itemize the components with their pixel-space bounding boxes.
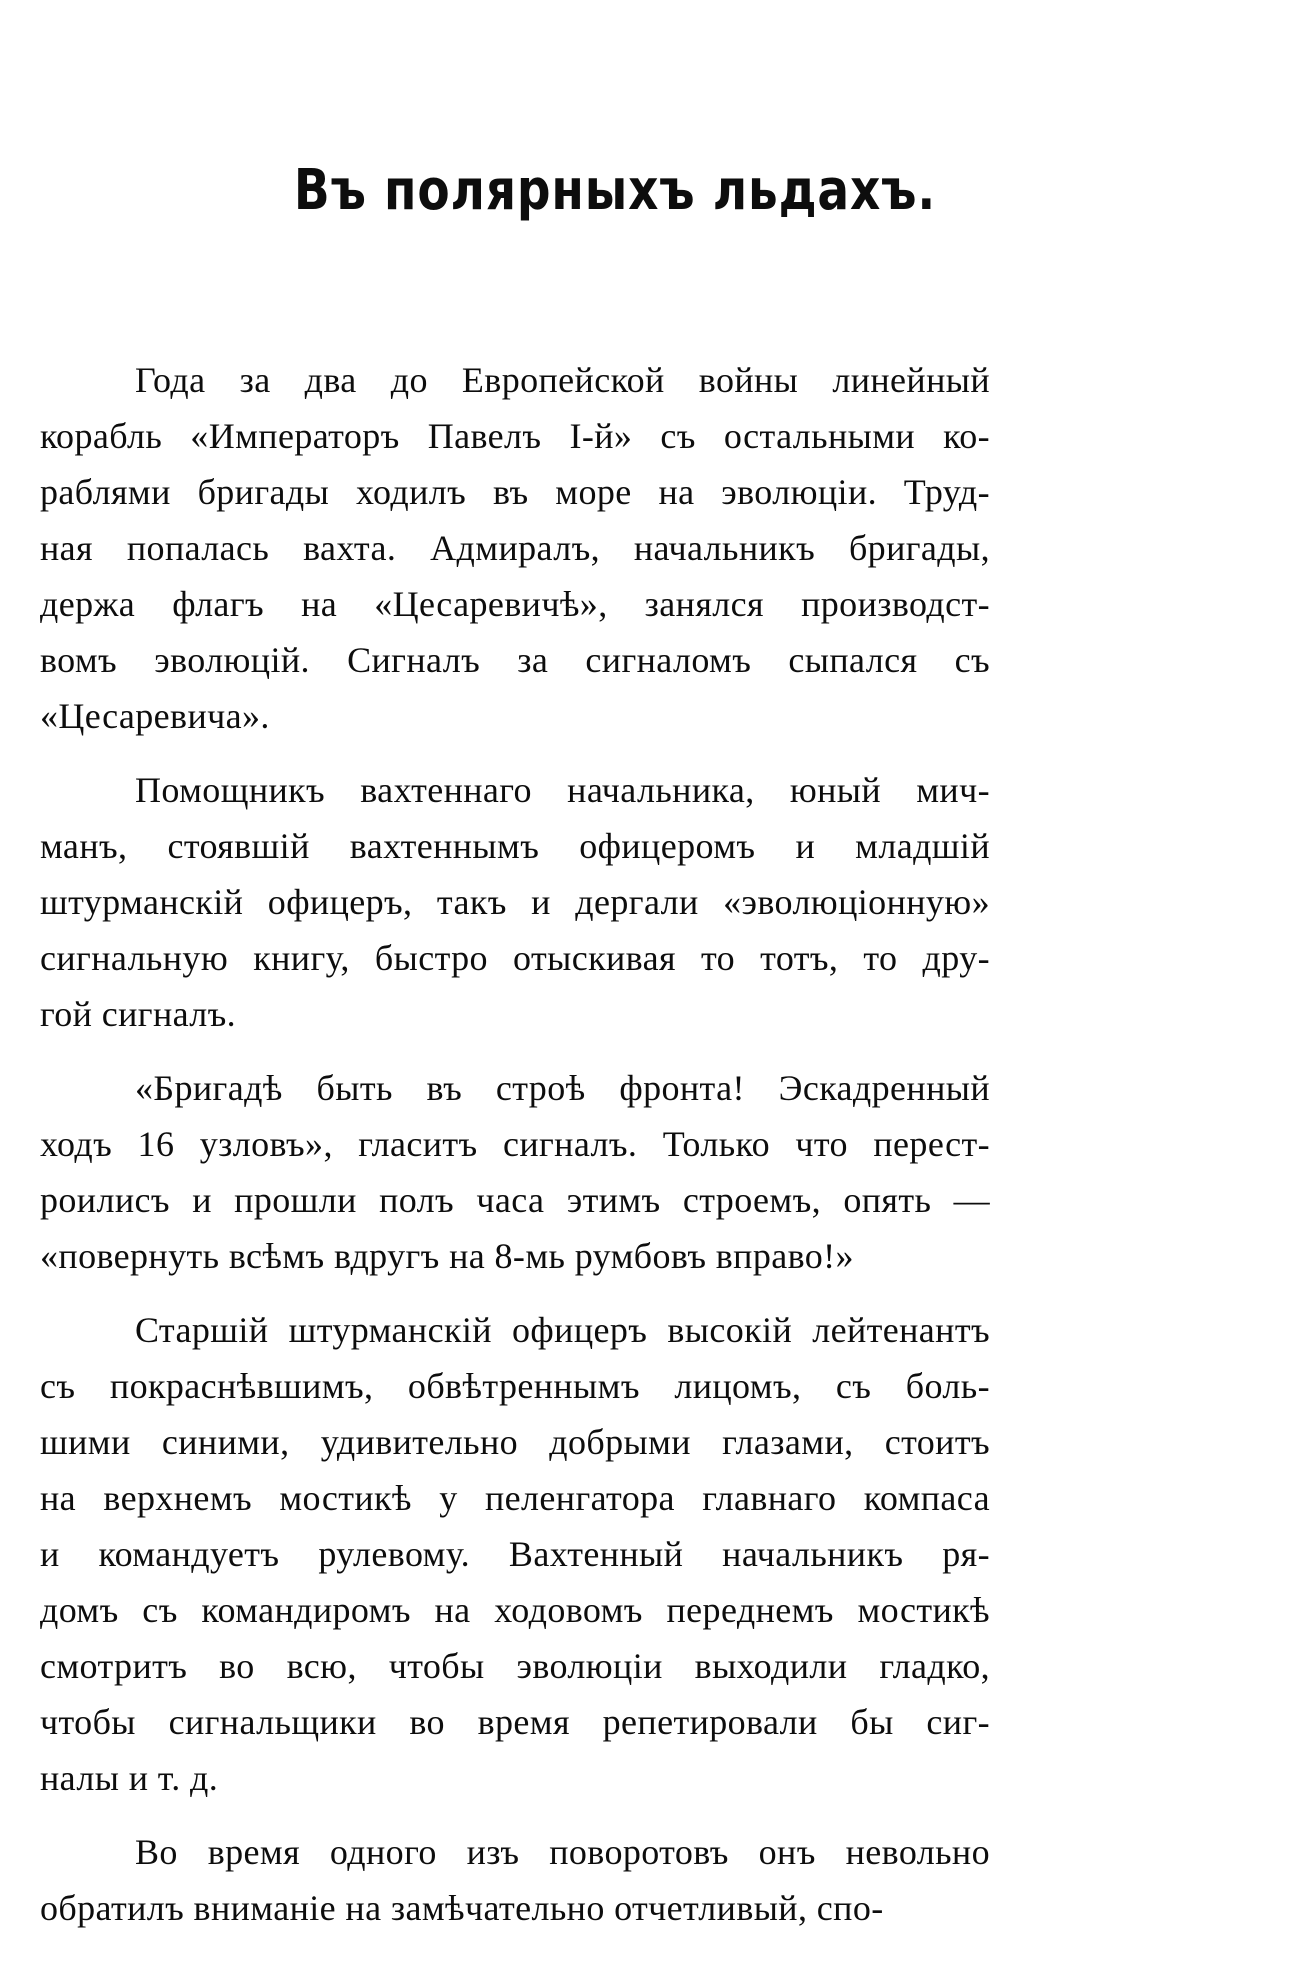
text-line: на верхнемъ мостикѣ у пеленгатора главнаго компаса bbox=[40, 1478, 990, 1518]
text-line: держа флагъ на «Цесаревичѣ», занялся производст- bbox=[40, 584, 990, 624]
text-line: Помощникъ вахтеннаго начальника, юный мич- bbox=[135, 770, 990, 810]
text-line: роилисъ и прошли полъ часа этимъ строемъ, опять — bbox=[40, 1180, 990, 1220]
text-line: гой сигналъ. bbox=[40, 994, 237, 1034]
text-line: Во время одного изъ поворотовъ онъ невольно bbox=[135, 1832, 990, 1872]
text-line: ходъ 16 узловъ», гласитъ сигналъ. Только что перест- bbox=[40, 1124, 990, 1164]
text-line: «Цесаревича». bbox=[40, 696, 270, 736]
paragraph bbox=[40, 1302, 990, 1806]
page-title: Въ полярныхъ льдахъ. bbox=[293, 158, 937, 223]
text-line: обратилъ вниманіе на замѣчательно отчетливый, спо- bbox=[40, 1888, 884, 1928]
text-line: и командуетъ рулевому. Вахтенный начальникъ ря- bbox=[40, 1534, 990, 1574]
paragraph bbox=[40, 352, 990, 744]
text-line: чтобы сигнальщики во время репетировали бы сиг- bbox=[40, 1702, 990, 1742]
text-line: ная попалась вахта. Адмиралъ, начальникъ бригады, bbox=[40, 528, 990, 568]
text-line: штурманскій офицеръ, такъ и дергали «эволюціонную» bbox=[40, 882, 990, 922]
text-line: Старшій штурманскій офицеръ высокій лейтенантъ bbox=[135, 1310, 990, 1350]
text-line: смотритъ во всю, чтобы эволюціи выходили гладко, bbox=[40, 1646, 990, 1686]
text-line: шими синими, удивительно добрыми глазами, стоитъ bbox=[40, 1422, 990, 1462]
text-line: раблями бригады ходилъ въ море на эволюціи. Труд- bbox=[40, 472, 990, 512]
text-line: вомъ эволюцій. Сигналъ за сигналомъ сыпался съ bbox=[40, 640, 990, 680]
paragraph bbox=[40, 762, 990, 1042]
text-line: сигнальную книгу, быстро отыскивая то тотъ, то дру- bbox=[40, 938, 990, 978]
page-body bbox=[40, 352, 990, 1954]
text-line: налы и т. д. bbox=[40, 1758, 219, 1798]
text-line: съ покраснѣвшимъ, обвѣтреннымъ лицомъ, съ боль- bbox=[40, 1366, 990, 1406]
text-line: Года за два до Европейской войны линейный bbox=[135, 360, 990, 400]
text-line: «повернуть всѣмъ вдругъ на 8-мь румбовъ вправо!» bbox=[40, 1236, 854, 1276]
paragraph bbox=[40, 1060, 990, 1284]
text-line: «Бригадѣ быть въ строѣ фронта! Эскадренный bbox=[135, 1068, 990, 1108]
paragraph bbox=[40, 1824, 990, 1936]
text-line: манъ, стоявшій вахтеннымъ офицеромъ и младшій bbox=[40, 826, 990, 866]
text-line: корабль «Императоръ Павелъ I-й» съ остальными ко- bbox=[40, 416, 990, 456]
text-line: домъ съ командиромъ на ходовомъ переднемъ мостикѣ bbox=[40, 1590, 990, 1630]
